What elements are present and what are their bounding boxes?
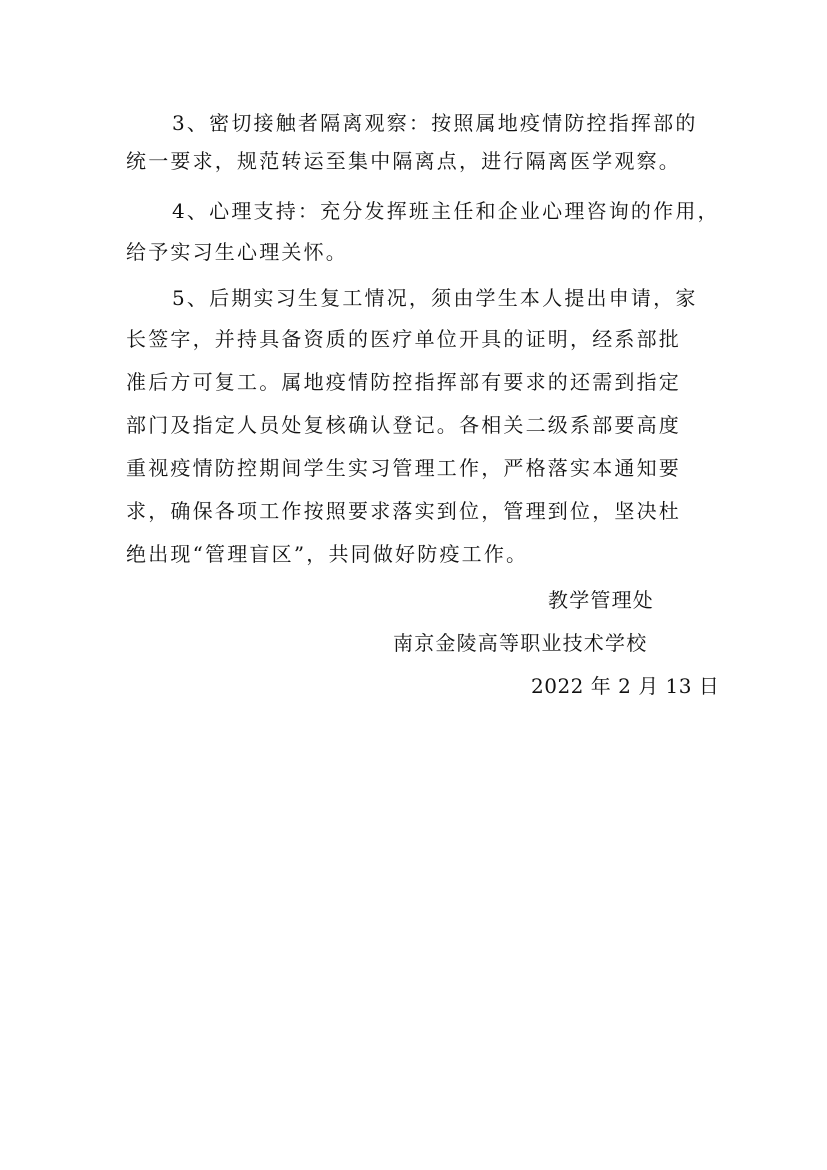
paragraph-3-line-2: 统一要求，规范转运至集中隔离点，进行隔离医学观察。: [126, 149, 681, 173]
paragraph-5-line-3: 准后方可复工。属地疫情防控指挥部有要求的还需到指定: [126, 370, 681, 394]
paragraph-4-line-1: 4、心理支持：充分发挥班主任和企业心理咨询的作用，: [172, 199, 720, 223]
paragraph-4-line-2: 给予实习生心理关怀。: [126, 240, 348, 264]
signature-department: 教学管理处: [548, 588, 654, 612]
paragraph-5-line-6: 求，确保各项工作按照要求落实到位，管理到位，坚决杜: [126, 499, 681, 523]
signature-school: 南京金陵高等职业技术学校: [393, 631, 648, 655]
paragraph-5-line-4: 部门及指定人员处复核确认登记。各相关二级系部要高度: [126, 413, 681, 437]
paragraph-3-line-1: 3、密切接触者隔离观察：按照属地疫情防控指挥部的: [172, 111, 698, 135]
paragraph-5-line-2: 长签字，并持具备资质的医疗单位开具的证明，经系部批: [126, 327, 681, 351]
paragraph-5-line-1: 5、后期实习生复工情况，须由学生本人提出申请，家: [172, 286, 698, 310]
paragraph-5-line-5: 重视疫情防控期间学生实习管理工作，严格落实本通知要: [126, 456, 681, 480]
paragraph-5-line-7: 绝出现“管理盲区”，共同做好防疫工作。: [126, 542, 529, 566]
signature-date: 2022 年 2 月 13 日: [531, 674, 720, 698]
